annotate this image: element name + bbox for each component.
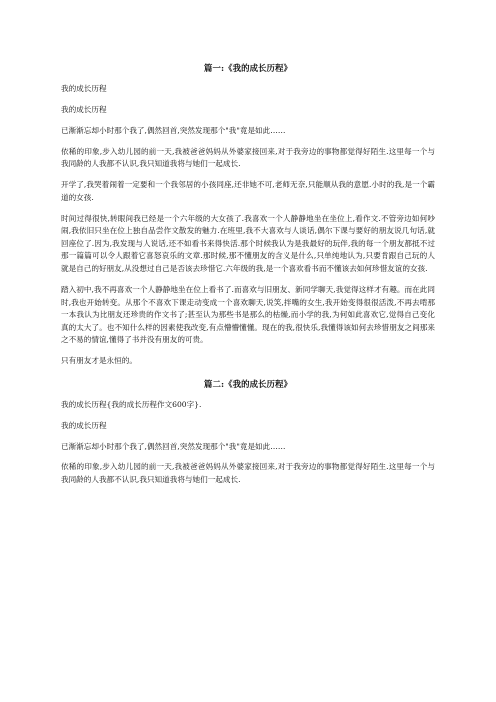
paragraph: 我的成长历程{我的成长历程作文600字}.	[61, 399, 202, 409]
paragraph: 已渐渐忘却小时那个我了,偶然回首,突然发现那个"我"竟是如此……	[61, 125, 286, 135]
paragraph: 已渐渐忘却小时那个我了,偶然回首,突然发现那个"我"竟是如此……	[61, 441, 286, 451]
section-title: 篇一:《我的成长历程》	[204, 63, 292, 73]
section-one	[61, 63, 435, 368]
section-title: 篇二:《我的成长历程》	[204, 378, 292, 389]
section-two	[61, 379, 435, 487]
paragraph: 开学了,我哭着闹着一定要和一个我邻居的小孩同座,还非她不可,老师无奈,只能顺从我的意愿.小时的我,是一个霸道的女孩.	[61, 180, 435, 202]
paragraph: 我的成长历程	[61, 84, 107, 93]
paragraph: 我的成长历程	[61, 104, 107, 114]
paragraph: 踏入初中,我不再喜欢一个人静静地坐在位上看书了.而喜欢与旧朋友、新同学聊天,我觉得这样才有趣。而在此同时,我也开始转变。从那个不喜欢下课走动变成一个喜欢聊天,说笑,拌嘴的女生,我开始变得很很活泼,不再去啃那一本我认为比朋友还珍贵的作文书了;甚至认为那些书是那么的枯燥,而小学的我,为何如此喜欢它,觉得自己变化真的太大了。也不知什么样的因素使我改变,有点懵懵懂懂。现在的我,很快乐,我懂得该如何去珍惜朋友之间那来之不易的情谊,懂得了书并没有朋友的可贵。	[61, 284, 435, 345]
paragraph: 时间过得很快,转眼间我已经是一个六年级的大女孩了.我喜欢一个人静静地坐在坐位上,看作文.不管旁边如何吵闹,我依旧只坐在位上独自品尝作文散发的魅力.在班里,我不大喜欢与人谈话,偶尔下课与要好的朋友说几句话,就回座位了.因为,我发现与人说话,还不如看书来得快活.那个时候我认为是我最好的玩伴,我的每一个朋友都抵不过那一篇篇可以令人跟着它喜怒哀乐的文章.那时候,那不懂朋友的含义是什么,只单纯地认为,只要肯跟自己玩的人就是自己的好朋友,从没想过自己是否该去珍惜它.六年级的我,是一个喜欢看书而不懂该去如何珍惜友谊的女孩.	[61, 213, 435, 274]
paragraph: 依稀的印象,步入幼儿园的前一天,我被爸爸妈妈从外婆家接回来,对于我旁边的事物都觉得好陌生.这里每一个与我同龄的人我都不认识,我只知道我将与她们一起成长.	[61, 146, 435, 169]
paragraph: 依稀的印象,步入幼儿园的前一天,我被爸爸妈妈从外婆家接回来,对于我旁边的事物都觉得好陌生.这里每一个与我同龄的人我都不认识,我只知道我将与她们一起成长.	[61, 462, 435, 485]
paragraph: 我的成长历程	[61, 420, 107, 430]
paragraph: 只有朋友才是永恒的。	[61, 356, 137, 366]
